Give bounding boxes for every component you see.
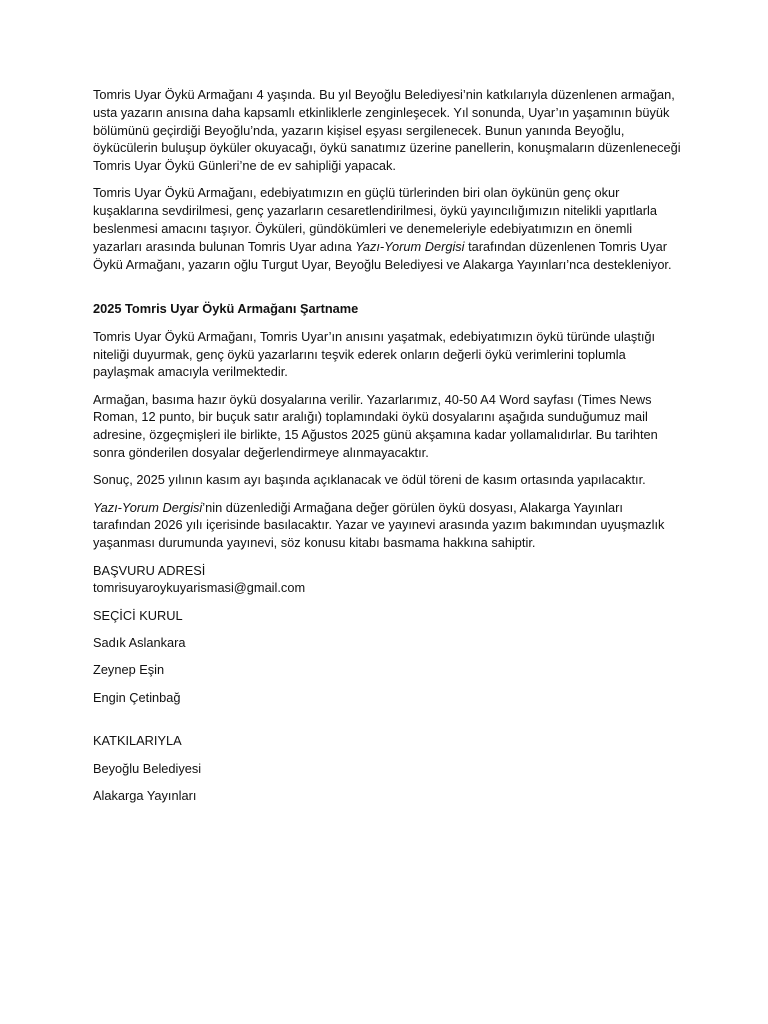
contributors-label: KATKILARIYLA [93, 733, 182, 749]
contributor-item: Beyoğlu Belediyesi [93, 760, 202, 776]
intro-paragraph-2-start: Tomris Uyar Öykü Armağanı, edebiyatımızın en güçlü türlerinden biri olan öykünün genç okur kuşaklarına sevdirilmesi, genç yazarların cesaretlendirilmesi, öykü yayıncılığımızın nitelikli yapıtlarla beslenmesi amacını taşıyor. Öyküleri, gündökümleri ve denemeleriyle edebiyatımızın en önemli yazarları arasında bulunan Tomris Uyar adına [93, 185, 657, 254]
intro-paragraph-2 [93, 184, 683, 273]
intro-paragraph-1: Tomris Uyar Öykü Armağanı 4 yaşında. Bu yıl Beyoğlu Belediyesi’nin katkılarıyla düzenlenen armağan, usta yazarın anısına daha kapsamlı etkinliklerle zenginleşecek. Yıl sonunda, Uyar’ın yaşamının büyük bölümünü geçirdiği Beyoğlu’nda, yazarın kişisel eşyası sergilenecek. Bunun yanında Beyoğlu, öykücülerin buluşup öyküler okuyacağı, öykü sanatımız üzerine panellerin, konuşmaların düzenleneceği Tomris Uyar Öykü Günleri’ne de ev sahipliği yapacak. [93, 87, 681, 174]
jury-member: Sadık Aslankara [93, 634, 186, 650]
spec-paragraph-4 [93, 499, 683, 552]
intro-paragraph-2-end: tarafından düzenlenen Tomris Uyar Öykü Armağanı, yazarın oğlu Turgut Uyar, Beyoğlu Belediyesi ve Alakarga Yayınları’nca destekleniyor. [93, 238, 672, 272]
application-label: BAŞVURU ADRESİ [93, 562, 206, 578]
document-page [93, 86, 683, 814]
spec-paragraph-3: Sonuç, 2025 yılının kasım ayı başında açıklanacak ve ödül töreni de kasım ortasında yapılacaktır. [93, 472, 646, 488]
jury-label: SEÇİCİ KURUL [93, 607, 183, 623]
spec-title: 2025 Tomris Uyar Öykü Armağanı Şartname [93, 301, 359, 317]
spec-paragraph-1: Tomris Uyar Öykü Armağanı, Tomris Uyar’ın anısını yaşatmak, edebiyatımızın öykü türünde ulaştığı niteliği duyurmak, genç öykü yazarlarını teşvik ederek onların değerli öykü verimlerini toplumla paylaşmak amacıyla verilmektedir. [93, 328, 656, 380]
application-email[interactable]: tomrisuyaroykuyarismasi@gmail.com [93, 580, 306, 596]
magazine-name: Yazı-Yorum Dergisi [355, 238, 465, 254]
spec-paragraph-2: Armağan, basıma hazır öykü dosyalarına verilir. Yazarlarımız, 40-50 A4 Word sayfası (Times News Roman, 12 punto, bir buçuk satır aralığı) toplamındaki öykü dosyalarını aşağıda sunduğumuz mail adresine, özgeçmişleri ile birlikte, 15 Ağustos 2025 günü akşamına kadar yollamalıdırlar. Bu tarihten sonra gönderilen dosyalar değerlendirmeye alınmayacaktır. [93, 391, 658, 461]
magazine-name-2: Yazı-Yorum Dergisi [93, 499, 203, 515]
jury-member: Zeynep Eşin [93, 662, 165, 678]
contributor-item: Alakarga Yayınları [93, 787, 197, 803]
application-block [93, 562, 683, 598]
spec-paragraph-4-rest: ’nin düzenlediği Armağana değer görülen öykü dosyası, Alakarga Yayınları tarafından 2026 yılı içerisinde basılacaktır. Yazar ve yayınevi arasında yazım bakımından uyuşmazlık yaşanması durumunda yayınevi, söz konusu kitabı basmama hakkına sahiptir. [93, 499, 665, 551]
jury-member: Engin Çetinbağ [93, 689, 181, 705]
